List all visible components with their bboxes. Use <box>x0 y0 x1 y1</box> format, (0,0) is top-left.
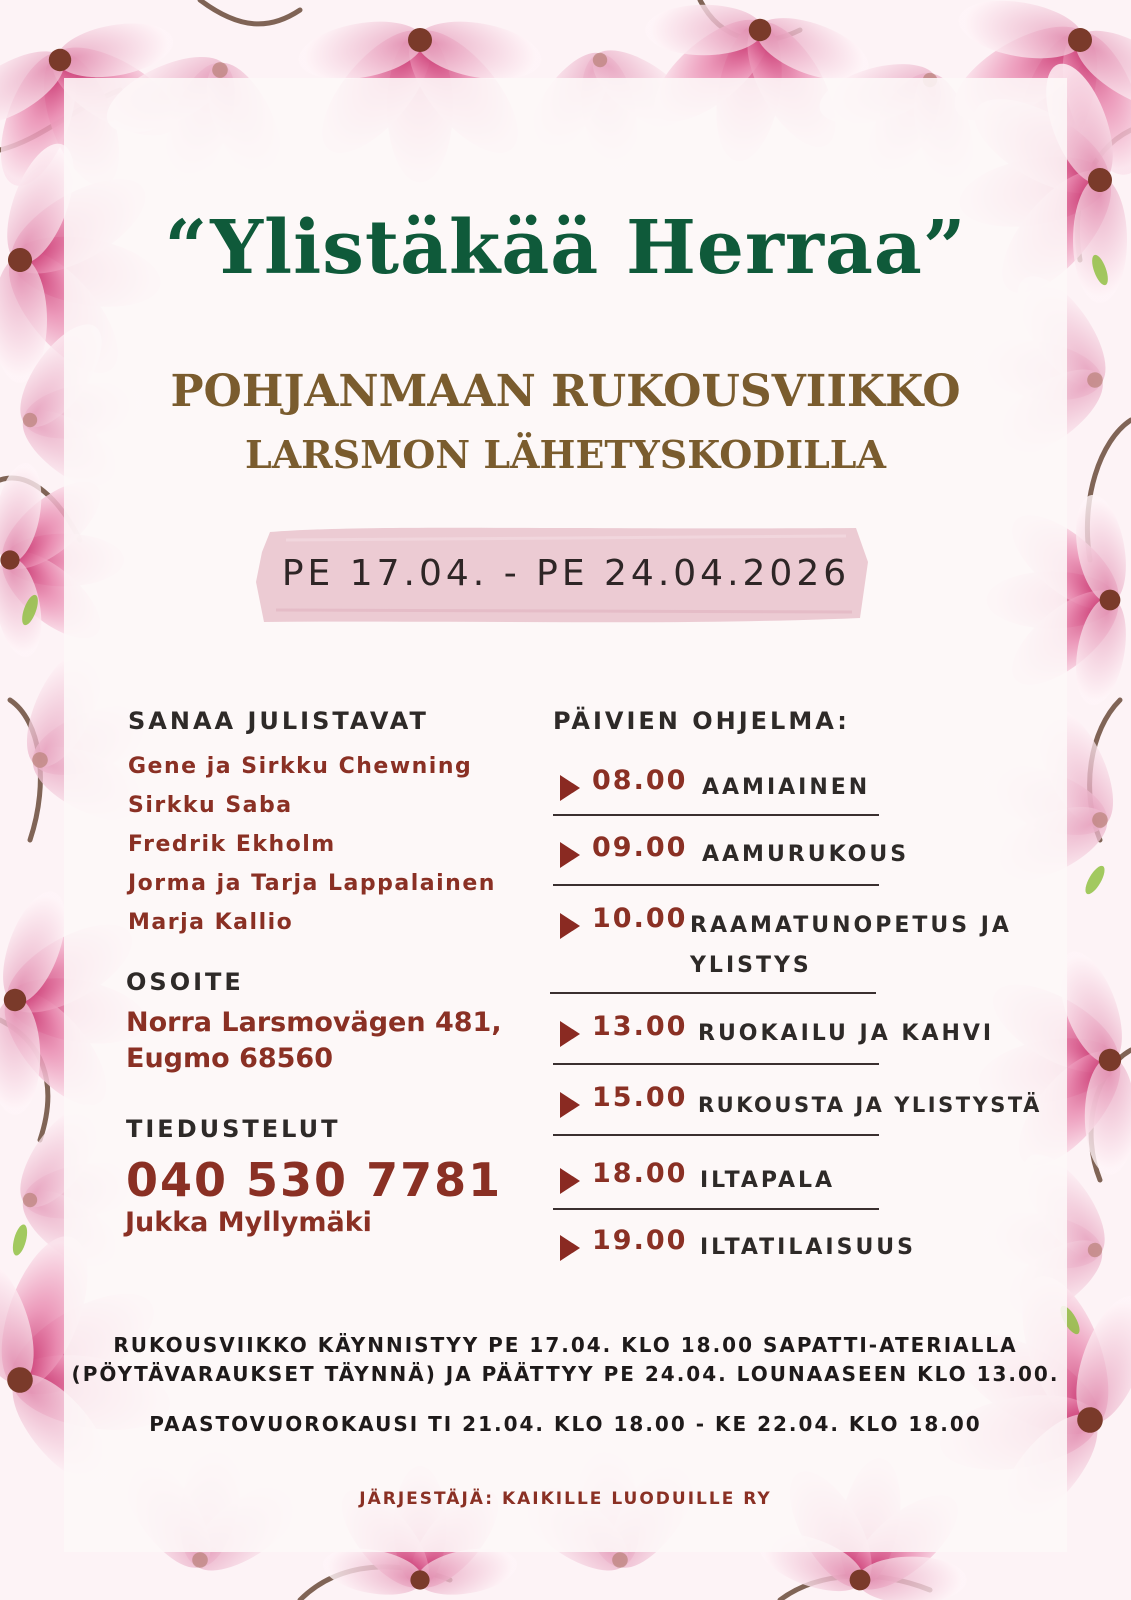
footer-line-2: (PÖYTÄVARAUKSET TÄYNNÄ) JA PÄÄTTYY PE 24.04. LOUNAASEEN KLO 13.00. <box>71 1362 1060 1386</box>
program-time: 13.00 <box>592 1011 688 1042</box>
program-label: RUKOUSTA JA YLISTYSTÄ <box>698 1093 1042 1117</box>
program-time: 15.00 <box>592 1082 688 1113</box>
program-label: RAAMATUNOPETUS JA YLISTYS <box>690 913 1012 978</box>
play-arrow-icon <box>560 1168 580 1194</box>
address-line-2: Eugmo 68560 <box>126 1043 334 1074</box>
divider <box>553 1063 879 1065</box>
program-time: 08.00 <box>592 765 688 796</box>
address-heading: OSOITE <box>126 968 244 996</box>
play-arrow-icon <box>560 1092 580 1118</box>
program-time: 18.00 <box>592 1158 688 1189</box>
event-name: POHJANMAAN RUKOUSVIIKKO <box>170 366 961 417</box>
program-label: AAMIAINEN <box>702 775 871 800</box>
play-arrow-icon <box>560 1235 580 1261</box>
play-arrow-icon <box>560 1021 580 1047</box>
footer-line-1: RUKOUSVIIKKO KÄYNNISTYY PE 17.04. KLO 18.00 SAPATTI-ATERIALLA <box>113 1333 1018 1357</box>
organizer: JÄRJESTÄJÄ: KAIKILLE LUODUILLE RY <box>359 1489 772 1509</box>
divider <box>553 884 879 886</box>
play-arrow-icon <box>560 842 580 868</box>
speaker-name: Marja Kallio <box>128 910 294 935</box>
divider <box>553 814 879 816</box>
speaker-name: Jorma ja Tarja Lappalainen <box>128 871 496 896</box>
play-arrow-icon <box>560 913 580 939</box>
poster-title: “Ylistäkää Herraa” <box>164 205 967 291</box>
event-dates: PE 17.04. - PE 24.04.2026 <box>281 553 851 594</box>
speaker-name: Fredrik Ekholm <box>128 832 336 857</box>
divider <box>553 1134 879 1136</box>
phone-number: 040 530 7781 <box>126 1153 503 1207</box>
speakers-heading: SANAA JULISTAVAT <box>128 707 429 735</box>
program-time: 19.00 <box>592 1225 688 1256</box>
play-arrow-icon <box>560 775 580 801</box>
program-time: 10.00 <box>592 903 688 934</box>
program-label: RUOKAILU JA KAHVI <box>698 1021 995 1046</box>
address-line-1: Norra Larsmovägen 481, <box>126 1007 502 1038</box>
speaker-name: Gene ja Sirkku Chewning <box>128 754 473 779</box>
divider <box>550 992 876 994</box>
program-time: 09.00 <box>592 832 688 863</box>
address-text <box>126 1005 502 1077</box>
inquiries-heading: TIEDUSTELUT <box>126 1115 341 1143</box>
speaker-name: Sirkku Saba <box>128 793 293 818</box>
contact-person: Jukka Myllymäki <box>125 1207 372 1238</box>
speakers-list <box>128 752 496 947</box>
event-location: LARSMON LÄHETYSKODILLA <box>244 432 887 477</box>
program-label: AAMURUKOUS <box>702 842 910 867</box>
program-label: ILTAPALA <box>700 1168 836 1193</box>
program-label: ILTATILAISUUS <box>700 1235 917 1260</box>
fasting-info: PAASTOVUOROKAUSI TI 21.04. KLO 18.00 - KE 22.04. KLO 18.00 <box>149 1412 982 1436</box>
program-heading: PÄIVIEN OHJELMA: <box>553 707 850 735</box>
divider <box>553 1208 879 1210</box>
